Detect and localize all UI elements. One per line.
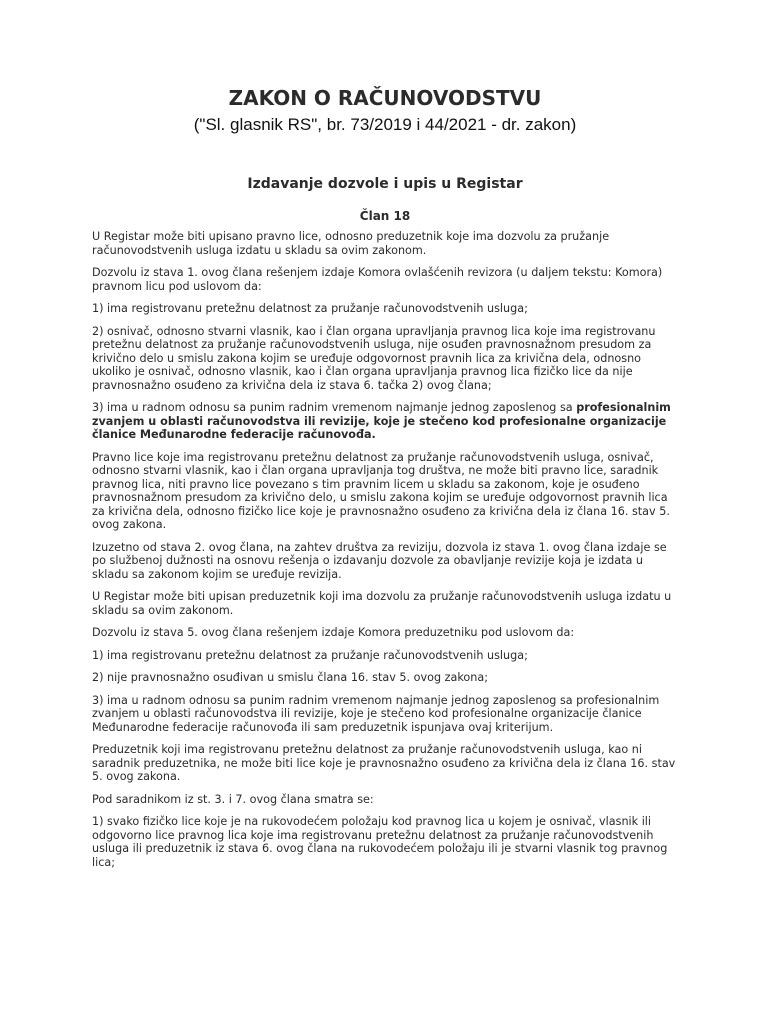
- list-item: 1) ima registrovanu pretežnu delatnost za pružanje računovodstvenih usluga;: [92, 648, 528, 662]
- list-item: 2) nije pravnosnažno osuđivan u smislu člana 16. stav 5. ovog zakona;: [92, 671, 488, 684]
- list-item: 1) svako fizičko lice koje je na rukovodećem položaju kod pravnog lica u kojem je osnivač, vlasnik ili odgovorno lice pravnog lica koje ima registrovanu pretežnu delatnost za pružanje računovodstvenih usluga ili preduzetnik iz stava 6. ovog člana na rukovodećem položaju ili je stvarni vlasnik tog pravnog lica;: [92, 815, 668, 869]
- paragraph: Pravno lice koje ima registrovanu pretežnu delatnost za pružanje računovodstvenih usluga, osnivač, odnosno stvarni vlasnik, kao i član organa upravljanja tog društva, ne može biti pravno lice, saradnik pravnog lica, niti pravno lice povezano s tim pravnim licem u skladu sa zakonom, koje je osuđeno pravnosnažnom presudom za krivično delo, u smislu zakona kojim se uređuje odgovornost pravnih lica za krivična dela, odnosno fizičko lice koje je pravnosnažno osuđeno za krivična dela iz člana 16. stav 5. ovog zakona.: [92, 450, 670, 531]
- paragraph: Izuzetno od stava 2. ovog člana, na zahtev društva za reviziju, dozvola iz stava 1. ovog člana izdaje se po službenoj dužnosti na osnovu rešenja o izdavanju dozvole za obavljanje revizije koja je izdata u skladu sa zakonom kojim se uređuje revizija.: [92, 540, 667, 581]
- list-item: 1) ima registrovanu pretežnu delatnost za pružanje računovodstvenih usluga;: [92, 302, 528, 315]
- list-item: 2) osnivač, odnosno stvarni vlasnik, kao i član organa upravljanja pravnog lica koje ima registrovanu pretežnu delatnost za pružanje računovodstvenih usluga, nije osuđen pravnosnažnom presudom za krivično delo u smislu zakona kojim se uređuje odgovornost pravnih lica za krivična dela, odnosno ukoliko je osnivač, odnosno vlasnik, kao i član organa upravljanja pravnog lica fizičko lice da nije pravnosnažno osuđeno za krivična dela iz stava 6. tačka 2) ovog člana;: [92, 324, 656, 392]
- article-body: [92, 230, 678, 869]
- list-item: [92, 401, 678, 442]
- law-title: ZAKON O RAČUNOVODSTVU: [228, 86, 542, 110]
- paragraph: U Registar može biti upisan preduzetnik koji ima dozvolu za pružanje računovodstvenih usluga izdatu u skladu sa ovim zakonom.: [92, 590, 672, 617]
- paragraph: U Registar može biti upisano pravno lice, odnosno preduzetnik koje ima dozvolu za pružanje računovodstvenih usluga izdatu u skladu sa ovim zakonom.: [92, 230, 610, 257]
- list-item: 3) ima u radnom odnosu sa punim radnim vremenom najmanje jednog zaposlenog sa profesionalnim zvanjem u oblasti računovodstva ili revizije, koje je stečeno kod profesionalne organizacije članice Međunarodne federacije računovođa ili sam preduzetnik ispunjava ovaj kriterijum.: [92, 693, 660, 734]
- section-heading: Izdavanje dozvole i upis u Registar: [247, 176, 523, 192]
- paragraph: Dozvolu iz stava 1. ovog člana rešenjem izdaje Komora ovlašćenih revizora (u daljem tekstu: Komora) pravnom licu pod uslovom da:: [92, 266, 663, 293]
- article-heading: Član 18: [359, 209, 411, 223]
- document-page: [92, 84, 678, 878]
- law-gazette-reference: ("Sl. glasnik RS", br. 73/2019 i 44/2021 - dr. zakon): [193, 115, 577, 134]
- paragraph: Pod saradnikom iz st. 3. i 7. ovog člana smatra se:: [92, 792, 374, 806]
- bold-text: profesionalnim zvanjem u oblasti računovodstva ili revizije, koje je stečeno kod profesionalne organizacije članice Međunarodne federacije računovođa.: [92, 401, 671, 441]
- list-item-text: 3) ima u radnom odnosu sa punim radnim vremenom najmanje jednog zaposlenog sa: [92, 401, 577, 414]
- paragraph: Preduzetnik koji ima registrovanu pretežnu delatnost za pružanje računovodstvenih usluga, kao ni saradnik preduzetnika, ne može biti lice koje je pravnosnažno osuđeno za krivična dela iz člana 16. stav 5. ovog zakona.: [92, 743, 676, 783]
- paragraph: Dozvolu iz stava 5. ovog člana rešenjem izdaje Komora preduzetniku pod uslovom da:: [92, 626, 575, 639]
